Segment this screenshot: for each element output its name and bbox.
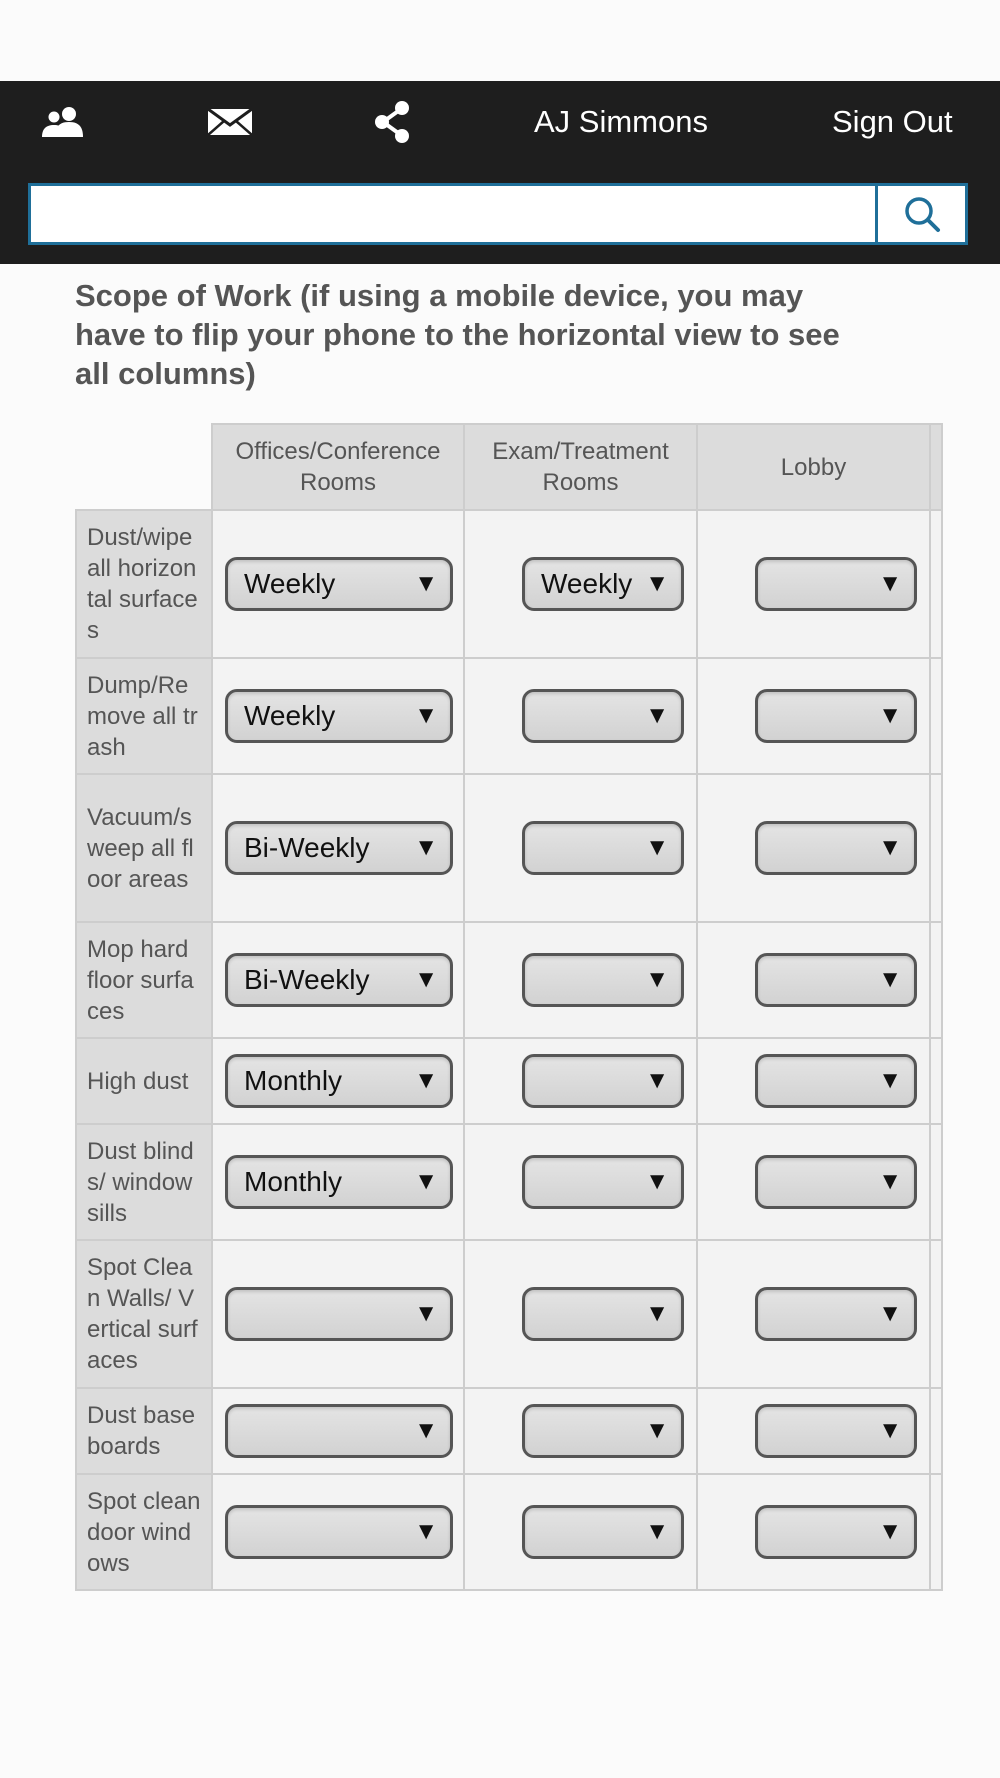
dropdown-arrow-icon: ▼ bbox=[645, 966, 669, 993]
scope-of-work-table bbox=[75, 423, 943, 1591]
frequency-cell-lobby bbox=[697, 1038, 930, 1124]
select-value: Weekly bbox=[244, 700, 336, 731]
frequency-select-offices[interactable] bbox=[225, 1287, 453, 1341]
frequency-select-lobby[interactable] bbox=[755, 1404, 917, 1458]
table-row bbox=[76, 1388, 942, 1474]
frequency-select-exam[interactable] bbox=[522, 1054, 684, 1108]
dropdown-arrow-icon: ▼ bbox=[878, 834, 902, 861]
frequency-cell-offices bbox=[212, 774, 464, 922]
frequency-select-lobby[interactable] bbox=[755, 821, 917, 875]
frequency-cell-exam bbox=[464, 510, 697, 658]
column-header-lobby: Lobby bbox=[697, 424, 930, 510]
dropdown-arrow-icon: ▼ bbox=[878, 570, 902, 597]
dropdown-arrow-icon: ▼ bbox=[414, 1168, 438, 1195]
select-value: Weekly bbox=[541, 568, 633, 599]
truncated-cell bbox=[930, 1124, 942, 1240]
select-value: Monthly bbox=[244, 1065, 343, 1096]
frequency-select-lobby[interactable] bbox=[755, 557, 917, 611]
frequency-select-lobby[interactable] bbox=[755, 1287, 917, 1341]
dropdown-arrow-icon: ▼ bbox=[878, 1168, 902, 1195]
table-header-row bbox=[76, 424, 942, 510]
frequency-cell-exam bbox=[464, 1124, 697, 1240]
users-icon[interactable] bbox=[38, 99, 88, 145]
corner-cell bbox=[76, 424, 212, 510]
search-icon bbox=[902, 194, 942, 234]
table-row bbox=[76, 1474, 942, 1590]
dropdown-arrow-icon: ▼ bbox=[878, 1300, 902, 1327]
frequency-select-exam[interactable] bbox=[522, 1404, 684, 1458]
dropdown-arrow-icon: ▼ bbox=[414, 1067, 438, 1094]
frequency-cell-offices bbox=[212, 1240, 464, 1388]
search-bar bbox=[28, 183, 968, 245]
dropdown-arrow-icon: ▼ bbox=[878, 966, 902, 993]
row-task-label: Dump/Remove all trash bbox=[76, 658, 212, 774]
truncated-cell bbox=[930, 1474, 942, 1590]
frequency-select-exam[interactable] bbox=[522, 953, 684, 1007]
frequency-select-offices[interactable] bbox=[225, 557, 453, 611]
frequency-select-exam[interactable] bbox=[522, 1287, 684, 1341]
top-navigation-bar bbox=[0, 81, 1000, 264]
frequency-cell-offices bbox=[212, 1124, 464, 1240]
dropdown-arrow-icon: ▼ bbox=[414, 702, 438, 729]
frequency-select-offices[interactable] bbox=[225, 1054, 453, 1108]
frequency-select-exam[interactable] bbox=[522, 1505, 684, 1559]
table-row bbox=[76, 658, 942, 774]
frequency-select-lobby[interactable] bbox=[755, 689, 917, 743]
dropdown-arrow-icon: ▼ bbox=[878, 1518, 902, 1545]
row-task-label: Dust blinds/ window sills bbox=[76, 1124, 212, 1240]
row-task-label: Spot Clean Walls/ Vertical surfaces bbox=[76, 1240, 212, 1388]
dropdown-arrow-icon: ▼ bbox=[645, 1417, 669, 1444]
frequency-select-lobby[interactable] bbox=[755, 953, 917, 1007]
search-input[interactable] bbox=[31, 186, 877, 242]
dropdown-arrow-icon: ▼ bbox=[878, 702, 902, 729]
select-value: Weekly bbox=[244, 568, 336, 599]
truncated-cell bbox=[930, 1038, 942, 1124]
dropdown-arrow-icon: ▼ bbox=[414, 834, 438, 861]
frequency-select-lobby[interactable] bbox=[755, 1054, 917, 1108]
dropdown-arrow-icon: ▼ bbox=[645, 1168, 669, 1195]
frequency-select-exam[interactable] bbox=[522, 1155, 684, 1209]
frequency-cell-offices bbox=[212, 1474, 464, 1590]
table-row bbox=[76, 1038, 942, 1124]
frequency-select-exam[interactable] bbox=[522, 689, 684, 743]
frequency-select-offices[interactable] bbox=[225, 1505, 453, 1559]
frequency-cell-offices bbox=[212, 1388, 464, 1474]
truncated-cell bbox=[930, 510, 942, 658]
frequency-select-offices[interactable] bbox=[225, 689, 453, 743]
dropdown-arrow-icon: ▼ bbox=[645, 834, 669, 861]
truncated-cell bbox=[930, 922, 942, 1038]
frequency-cell-exam bbox=[464, 658, 697, 774]
frequency-cell-lobby bbox=[697, 774, 930, 922]
table-row bbox=[76, 774, 942, 922]
frequency-select-offices[interactable] bbox=[225, 953, 453, 1007]
truncated-cell bbox=[930, 1388, 942, 1474]
frequency-cell-exam bbox=[464, 1474, 697, 1590]
row-task-label: Spot clean door windows bbox=[76, 1474, 212, 1590]
dropdown-arrow-icon: ▼ bbox=[878, 1067, 902, 1094]
dropdown-arrow-icon: ▼ bbox=[414, 1417, 438, 1444]
share-icon[interactable] bbox=[368, 99, 418, 145]
frequency-select-exam[interactable] bbox=[522, 821, 684, 875]
sign-out-link[interactable]: Sign Out bbox=[832, 104, 953, 139]
select-value: Monthly bbox=[244, 1166, 343, 1197]
frequency-cell-exam bbox=[464, 1038, 697, 1124]
table-row bbox=[76, 922, 942, 1038]
row-task-label: Vacuum/sweep all floor areas bbox=[76, 774, 212, 922]
frequency-cell-lobby bbox=[697, 1474, 930, 1590]
dropdown-arrow-icon: ▼ bbox=[645, 1300, 669, 1327]
dropdown-arrow-icon: ▼ bbox=[414, 1300, 438, 1327]
frequency-select-exam[interactable] bbox=[522, 557, 684, 611]
frequency-cell-exam bbox=[464, 922, 697, 1038]
column-header-exam: Exam/Treatment Rooms bbox=[464, 424, 697, 510]
frequency-cell-lobby bbox=[697, 1240, 930, 1388]
page-title: Scope of Work (if using a mobile device, you may have to flip your phone to the horizontal view to see all columns) bbox=[75, 278, 840, 391]
table-body bbox=[76, 510, 942, 1590]
truncated-cell bbox=[930, 658, 942, 774]
column-header-offices: Offices/Conference Rooms bbox=[212, 424, 464, 510]
frequency-cell-lobby bbox=[697, 922, 930, 1038]
frequency-cell-lobby bbox=[697, 510, 930, 658]
column-header-truncated bbox=[930, 424, 942, 510]
table-row bbox=[76, 1124, 942, 1240]
dropdown-arrow-icon: ▼ bbox=[645, 570, 669, 597]
dropdown-arrow-icon: ▼ bbox=[645, 1518, 669, 1545]
search-button[interactable] bbox=[875, 186, 965, 242]
frequency-select-offices[interactable] bbox=[225, 1155, 453, 1209]
frequency-select-offices[interactable] bbox=[225, 1404, 453, 1458]
frequency-select-lobby[interactable] bbox=[755, 1155, 917, 1209]
frequency-cell-lobby bbox=[697, 1388, 930, 1474]
dropdown-arrow-icon: ▼ bbox=[414, 570, 438, 597]
frequency-cell-exam bbox=[464, 774, 697, 922]
frequency-cell-offices bbox=[212, 1038, 464, 1124]
dropdown-arrow-icon: ▼ bbox=[878, 1417, 902, 1444]
dropdown-arrow-icon: ▼ bbox=[414, 1518, 438, 1545]
user-name-link[interactable]: AJ Simmons bbox=[534, 104, 708, 139]
envelope-icon[interactable] bbox=[205, 99, 255, 145]
frequency-cell-lobby bbox=[697, 1124, 930, 1240]
frequency-cell-lobby bbox=[697, 658, 930, 774]
row-task-label: Mop hard floor surfaces bbox=[76, 922, 212, 1038]
dropdown-arrow-icon: ▼ bbox=[414, 966, 438, 993]
frequency-cell-offices bbox=[212, 510, 464, 658]
select-value: Bi-Weekly bbox=[244, 964, 370, 995]
truncated-cell bbox=[930, 1240, 942, 1388]
select-value: Bi-Weekly bbox=[244, 832, 370, 863]
dropdown-arrow-icon: ▼ bbox=[645, 1067, 669, 1094]
frequency-cell-exam bbox=[464, 1240, 697, 1388]
row-task-label: High dust bbox=[76, 1038, 212, 1124]
frequency-select-offices[interactable] bbox=[225, 821, 453, 875]
table-row bbox=[76, 510, 942, 658]
frequency-cell-offices bbox=[212, 922, 464, 1038]
row-task-label: Dust baseboards bbox=[76, 1388, 212, 1474]
table-row bbox=[76, 1240, 942, 1388]
row-task-label: Dust/wipe all horizontal surfaces bbox=[76, 510, 212, 658]
frequency-cell-offices bbox=[212, 658, 464, 774]
dropdown-arrow-icon: ▼ bbox=[645, 702, 669, 729]
frequency-select-lobby[interactable] bbox=[755, 1505, 917, 1559]
nav-row bbox=[0, 81, 1000, 161]
frequency-cell-exam bbox=[464, 1388, 697, 1474]
truncated-cell bbox=[930, 774, 942, 922]
